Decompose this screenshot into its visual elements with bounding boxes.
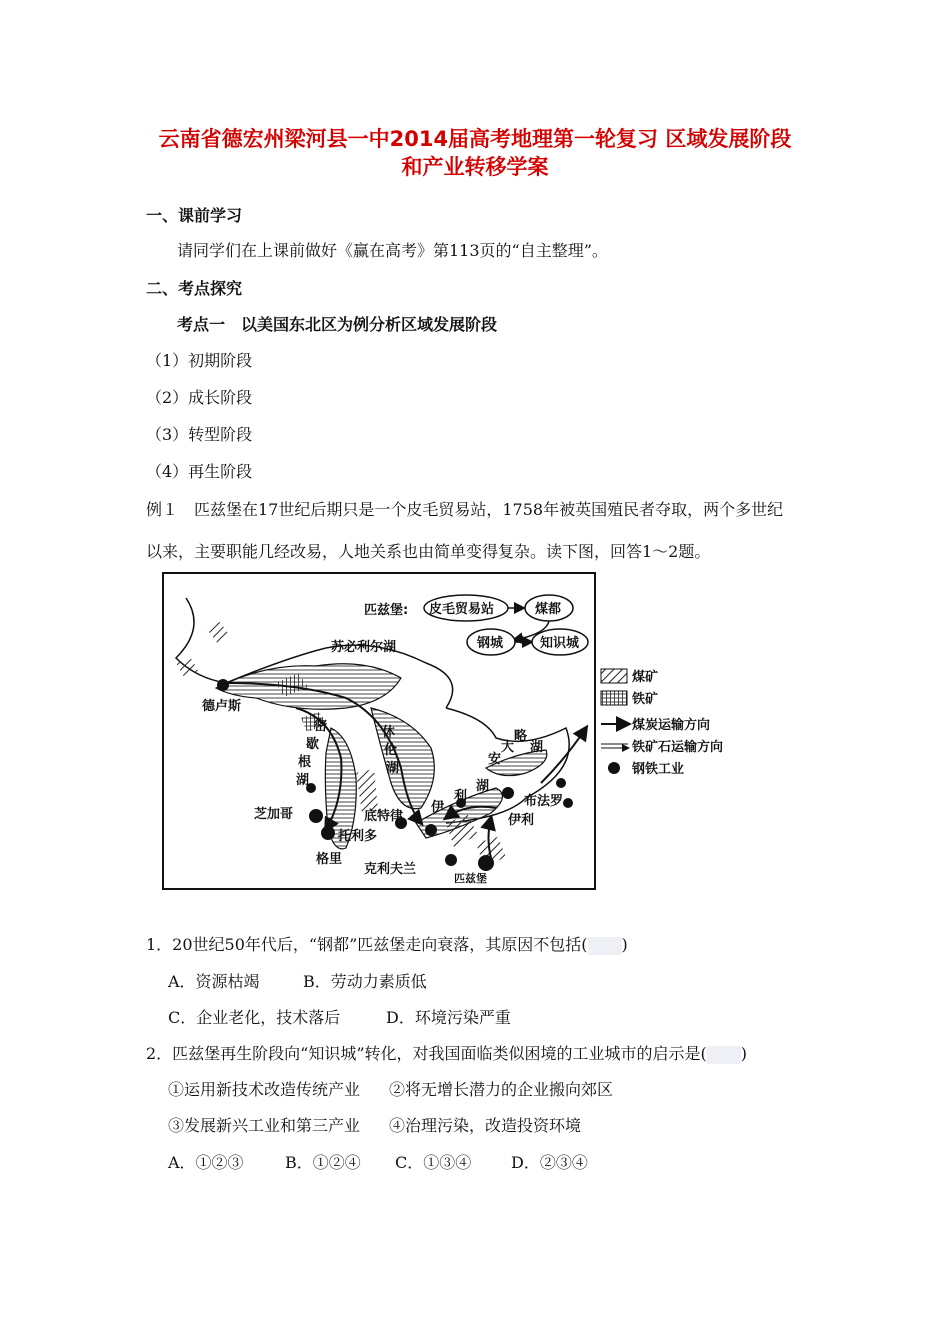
city-label-cleveland: 克利夫兰 [364, 862, 417, 877]
lake-michigan-label: 歇 [306, 737, 320, 752]
lake-michigan-label: 湖 [296, 773, 310, 788]
question-2-option: C．①③④ [395, 1153, 472, 1172]
section2-heading: 二、考点探究 [146, 279, 243, 298]
legend-iron-transport-label: 铁矿石运输方向 [632, 740, 724, 755]
lake-erie-label: 利 [454, 789, 468, 804]
steel-industry-dot [309, 809, 323, 823]
steel-industry-dot [445, 854, 457, 866]
lake-huron-label: 湖 [386, 761, 400, 776]
question-2-item: ②将无增长潜力的企业搬向郊区 [389, 1080, 614, 1099]
lake-erie-label: 湖 [476, 779, 490, 794]
steel-industry-dot [556, 778, 566, 788]
lake-ontario-label: 大 [501, 740, 515, 755]
legend-coal-transport-label: 煤炭运输方向 [632, 718, 711, 733]
steel-industry-dot [563, 798, 573, 808]
lake-huron-label: 休 [382, 725, 396, 740]
question-1-text: 1．20世纪50年代后，“钢都”匹兹堡走向衰落，其原因不包括( [146, 935, 588, 954]
answer-blank[interactable] [707, 1046, 741, 1064]
question-2-item: ④治理污染，改造投资环境 [389, 1116, 582, 1135]
steel-industry-dot [425, 824, 437, 836]
question-2-option: A．①②③ [168, 1153, 244, 1172]
lake-ontario-label: 略 [514, 729, 528, 744]
legend-steel-label: 钢铁工业 [632, 762, 685, 777]
question-2-item: ③发展新兴工业和第三产业 [168, 1116, 361, 1135]
example-text-line2: 以来，主要职能几经改易，人地关系也由简单变得复杂。读下图，回答1～2题。 [146, 542, 711, 561]
flow-prefix: 匹兹堡: [364, 603, 409, 618]
city-label-gary: 格里 [316, 852, 343, 867]
question-1-option: C．企业老化，技术落后 [168, 1008, 341, 1027]
flow-node: 钢城 [477, 636, 504, 651]
answer-blank[interactable] [588, 937, 622, 955]
city-label-buffalo: 布法罗 [524, 794, 564, 809]
legend-steel-dot [608, 762, 620, 774]
great-lakes-map-figure [146, 568, 762, 898]
document-title-line2: 和产业转移学案 [401, 155, 549, 179]
question-1-stem [146, 932, 628, 955]
lake-ontario-label: 湖 [530, 740, 544, 755]
steel-industry-dot [217, 679, 229, 691]
question-2-text: 2．匹兹堡再生阶段向“知识城”转化，对我国面临类似困境的工业城市的启示是( [146, 1044, 707, 1063]
lake-michigan-label: 根 [298, 755, 312, 770]
steel-industry-dot [478, 855, 494, 871]
city-label-erie: 伊利 [508, 813, 535, 828]
question-2-item: ①运用新技术改造传统产业 [168, 1080, 361, 1099]
great-lakes-map [146, 568, 762, 898]
section2-subheading: 考点一 以美国东北区为例分析区域发展阶段 [177, 315, 498, 334]
legend-coal-swatch [601, 669, 627, 683]
city-label-pittsburgh: 匹兹堡 [454, 872, 487, 885]
lake-ontario-label: 安 [488, 752, 502, 767]
question-1-option: B．劳动力素质低 [303, 972, 427, 991]
section1-text: 请同学们在上课前做好《赢在高考》第113页的“自主整理”。 [177, 241, 608, 260]
stage-item: （1）初期阶段 [146, 351, 253, 370]
city-label-toledo: 托利多 [338, 829, 378, 844]
steel-industry-dot [321, 826, 335, 840]
flow-node: 知识城 [540, 636, 580, 651]
city-label-duluth: 德卢斯 [202, 699, 242, 714]
document-title-line1: 云南省德宏州梁河县一中2014届高考地理第一轮复习 区域发展阶段 [158, 127, 792, 151]
lake-superior-label: 苏必利尔湖 [331, 640, 397, 655]
lake-huron-label: 伦 [384, 743, 398, 758]
question-2-option: B．①②④ [285, 1153, 361, 1172]
lake-erie-label: 伊 [431, 800, 445, 815]
legend-coal-label: 煤矿 [632, 670, 659, 685]
question-2-option: D．②③④ [511, 1153, 588, 1172]
question-2-close: ) [740, 1044, 748, 1063]
city-label-chicago: 芝加哥 [254, 807, 294, 822]
question-1-close: ) [621, 935, 628, 954]
stage-item: （4）再生阶段 [146, 462, 253, 481]
question-1-option: A．资源枯竭 [168, 972, 260, 991]
lake-michigan-label: 密 [314, 719, 328, 734]
example-text-line1: 例１ 匹兹堡在17世纪后期只是一个皮毛贸易站，1758年被英国殖民者夺取，两个多世纪 [146, 500, 784, 519]
section1-heading: 一、课前学习 [146, 206, 243, 225]
legend-iron-swatch [601, 691, 627, 705]
question-1-option: D．环境污染严重 [386, 1008, 511, 1027]
city-label-detroit: 底特律 [364, 809, 404, 824]
flow-node: 煤都 [535, 602, 562, 617]
question-2-stem [146, 1041, 747, 1064]
stage-item: （2）成长阶段 [146, 388, 253, 407]
steel-industry-dot [502, 787, 514, 799]
flow-node: 皮毛贸易站 [429, 602, 495, 617]
legend-iron-label: 铁矿 [632, 692, 659, 707]
stage-item: （3）转型阶段 [146, 425, 253, 444]
